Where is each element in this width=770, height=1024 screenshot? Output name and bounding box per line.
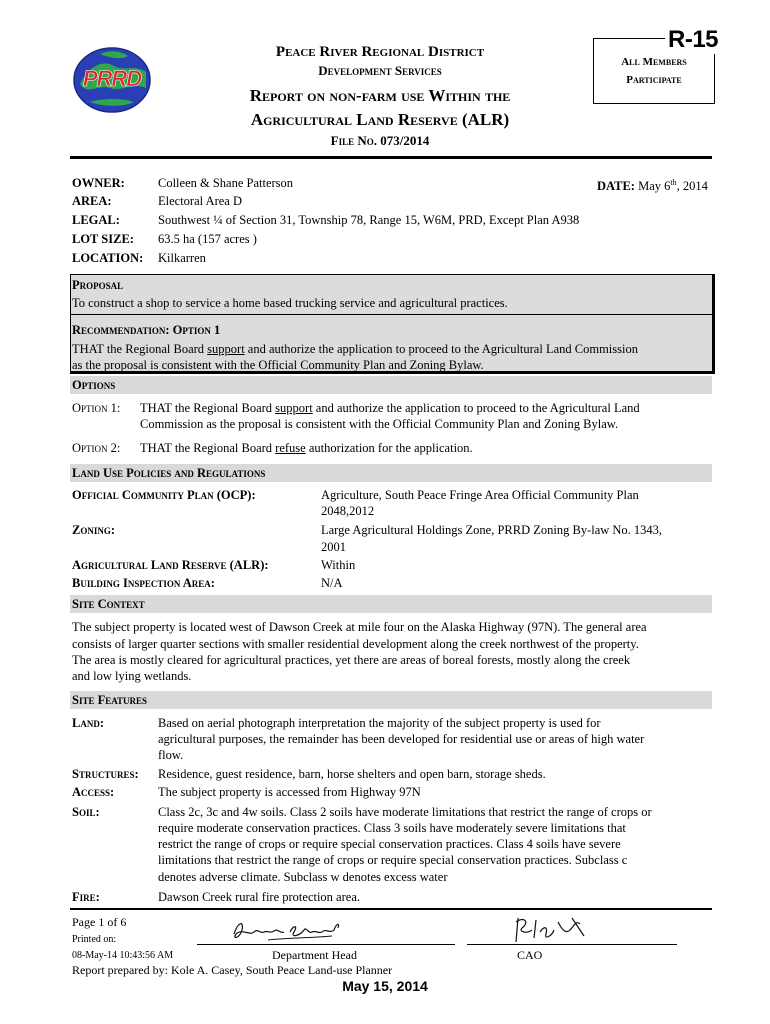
option1-post: and authorize the application to proceed to the Agricultural Land	[312, 401, 640, 415]
land-line: agricultural purposes, the remainder has been developed for residential use or areas of high water	[158, 732, 645, 746]
soil-line: denotes adverse climate. Subclass w denotes excess water	[158, 870, 448, 884]
area-value: Electoral Area D	[158, 194, 242, 208]
land-label: Land:	[72, 716, 104, 730]
recommendation-line1	[72, 341, 638, 357]
page-number: Page 1 of 6	[72, 915, 127, 929]
access-label: Access:	[72, 785, 115, 799]
ocp-label: Official Community Plan (OCP):	[72, 488, 256, 502]
recommendation-heading: Recommendation: Option 1	[72, 323, 221, 337]
option2-line	[140, 440, 473, 456]
site-context-line: The subject property is located west of Dawson Creek at mile four on the Alaska Highway (97N). The general area	[72, 620, 647, 634]
owner-value: Colleen & Shane Patterson	[158, 176, 294, 190]
all-members-line1: All Members	[621, 56, 687, 68]
soil-line: Class 2c, 3c and 4w soils. Class 2 soils have moderate limitations that restrict the range of crops or	[158, 805, 652, 819]
options-heading: Options	[72, 378, 116, 392]
ocp-line1: Agriculture, South Peace Fringe Area Official Community Plan	[321, 488, 639, 502]
recommendation-post: and authorize the application to proceed to the Agricultural Land Commission	[244, 342, 638, 356]
proposal-heading: Proposal	[72, 278, 124, 292]
date-suffix: th	[670, 178, 677, 187]
fire-label: Fire:	[72, 890, 100, 904]
option1-keyword: support	[275, 401, 313, 415]
land-line: Based on aerial photograph interpretation the majority of the subject property is used for	[158, 716, 601, 730]
footer-rule	[70, 908, 712, 910]
option2-label: Option 2:	[72, 441, 121, 455]
report-title-line1: Report on non-farm use Within the	[249, 86, 511, 105]
lot-size-label: LOT SIZE:	[72, 232, 134, 246]
soil-line: limitations that restrict the range of crops or require special conservation practices. Subclass c	[158, 853, 628, 867]
structures-label: Structures:	[72, 767, 139, 781]
zoning-label: Zoning:	[72, 523, 116, 537]
options-heading-band	[70, 376, 712, 394]
site-context-line: and low lying wetlands.	[72, 669, 192, 683]
owner-label: OWNER:	[72, 176, 125, 190]
recommendation-pre: THAT the Regional Board	[72, 342, 208, 356]
all-members-text	[594, 53, 714, 89]
department-head-signature-line	[197, 944, 455, 945]
site-context-line: consists of larger quarter sections with smaller residential development along the creek northwest of the property.	[72, 637, 639, 651]
file-number: 073/2014	[380, 133, 430, 148]
option1-line2: Commission as the proposal is consistent with the Official Community Plan and Zoning Bylaw.	[140, 417, 619, 431]
alr-value: Within	[321, 558, 356, 572]
site-features-heading-band	[70, 691, 712, 709]
prepared-by: Report prepared by: Kole A. Casey, South Peace Land-use Planner	[72, 963, 393, 977]
org-name: Peace River Regional District	[275, 44, 485, 60]
option1-label: Option 1:	[72, 401, 121, 415]
option2-keyword: refuse	[275, 441, 306, 455]
area-label: AREA:	[72, 194, 112, 208]
zoning-line2: 2001	[321, 540, 346, 554]
site-context-heading: Site Context	[72, 597, 145, 611]
header-rule	[70, 156, 712, 159]
soil-line: restrict the range of crops or require special conservation practices. Class 4 soils have severe	[158, 837, 621, 851]
printed-on-label: Printed on:	[72, 934, 117, 945]
structures-value: Residence, guest residence, barn, horse shelters and open barn, storage sheds.	[158, 767, 546, 781]
file-number-line	[0, 133, 770, 149]
fire-value: Dawson Creek rural fire protection area.	[158, 890, 360, 904]
date-label: DATE:	[597, 179, 635, 194]
bia-value: N/A	[321, 576, 343, 590]
option1-line1	[140, 400, 640, 416]
zoning-line1: Large Agricultural Holdings Zone, PRRD Zoning By-law No. 1343,	[321, 523, 663, 537]
file-label: File No.	[330, 133, 377, 148]
ocp-line2: 2048,2012	[321, 504, 375, 518]
cao-signature-line	[467, 944, 677, 945]
date-field	[597, 175, 708, 194]
printed-timestamp: 08-May-14 10:43:56 AM	[72, 950, 174, 961]
department-head-label: Department Head	[272, 948, 357, 962]
lot-size-value: 63.5 ha (157 acres )	[158, 232, 257, 246]
land-line: flow.	[158, 748, 184, 762]
cao-signature	[510, 912, 590, 946]
soil-label: Soil:	[72, 805, 100, 819]
agenda-item-number: R-15	[665, 26, 721, 54]
option2-pre: THAT the Regional Board	[140, 441, 276, 455]
recommendation-line2: as the proposal is consistent with the Official Community Plan and Zoning Bylaw.	[72, 358, 484, 372]
report-title-line2: Agricultural Land Reserve (ALR)	[250, 110, 510, 129]
meeting-date-stamp: May 15, 2014	[342, 978, 428, 994]
legal-value: Southwest ¼ of Section 31, Township 78, Range 15, W6M, PRD, Except Plan A938	[158, 213, 580, 227]
date-value-post: , 2014	[676, 179, 708, 194]
proposal-text: To construct a shop to service a home based trucking service and agricultural practices.	[72, 296, 508, 310]
date-value-pre: May 6	[638, 179, 671, 194]
option1-pre: THAT the Regional Board	[140, 401, 276, 415]
soil-line: require moderate conservation practices. Class 3 soils have moderately severe limitations that	[158, 821, 626, 835]
site-context-heading-band	[70, 595, 712, 613]
location-label: LOCATION:	[72, 251, 144, 265]
department-head-signature	[228, 914, 348, 946]
recommendation-keyword: support	[207, 342, 245, 356]
logo-text: PRRD	[82, 66, 142, 91]
legal-label: LEGAL:	[72, 213, 120, 227]
bia-label: Building Inspection Area:	[72, 576, 215, 590]
proposal-divider	[70, 314, 714, 315]
site-context-line: The area is mostly cleared for agricultural practices, yet there are areas of boreal forests, mostly along the creek	[72, 653, 631, 667]
cao-label: CAO	[517, 948, 543, 962]
dept-name: Development Services	[318, 63, 442, 78]
option2-post: authorization for the application.	[305, 441, 473, 455]
alr-label: Agricultural Land Reserve (ALR):	[72, 558, 269, 572]
location-value: Kilkarren	[158, 251, 206, 265]
all-members-line2: Participate	[626, 74, 682, 86]
land-use-heading: Land Use Policies and Regulations	[72, 466, 266, 480]
site-features-heading: Site Features	[72, 693, 148, 707]
access-value: The subject property is accessed from Highway 97N	[158, 785, 421, 799]
